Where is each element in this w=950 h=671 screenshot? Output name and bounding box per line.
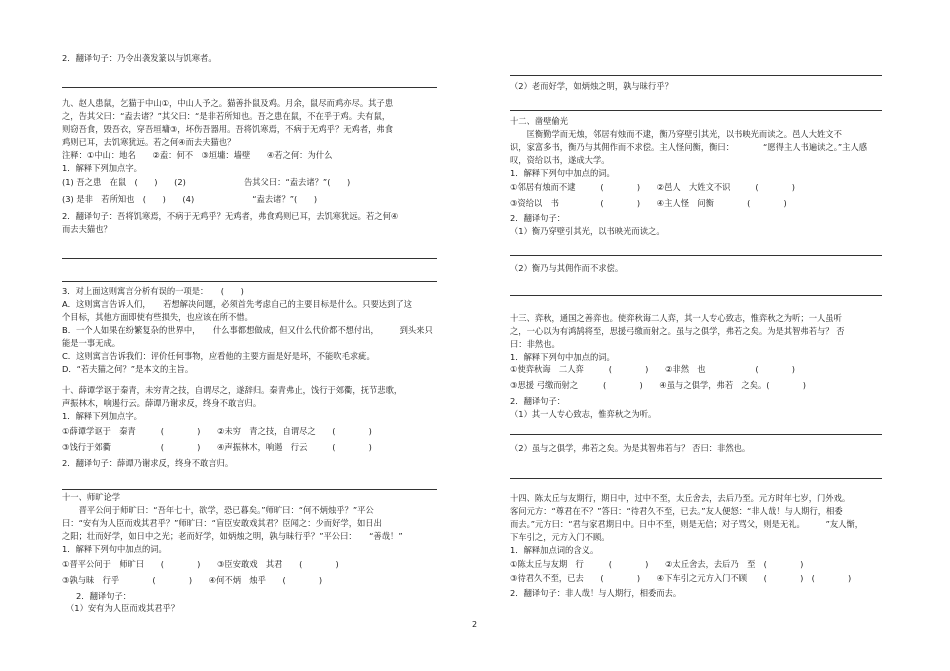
answer-line — [62, 281, 437, 282]
passage-line: 九、赵人患鼠，乞猫于中山①，中山人予之。猫善扑鼠及鸡。月余，鼠尽而鸡亦尽。其子患 — [62, 98, 394, 108]
answer-line — [510, 110, 882, 111]
option-line: 个目标，其他方面即使有些损失，也应该在所不惜。 — [62, 312, 253, 322]
answer-line — [510, 75, 882, 76]
option-line: 能是一事无成。 — [62, 338, 121, 348]
question-text: 2．翻译句子： — [510, 396, 566, 406]
passage-line: 下车引之，元方入门不顾。 — [510, 532, 610, 542]
option-line: B．一个人如果在纷繁复杂的世界中， 什么事都想做成，但又什么代价都不想付出， 到头来只 — [62, 325, 433, 335]
passage-line: 十四、陈太丘与友期行，期日中，过中不至，太丘舍去，去后乃至。元方时年七岁，门外戏。 — [510, 493, 851, 503]
answer-line — [62, 258, 437, 259]
option-line: C．这则寓言告诉我们：评价任何事物，应看他的主要方面是好是坏，不能吹毛求疵。 — [62, 351, 375, 361]
question-text: 1．解释下列句中加点的词。 — [510, 352, 615, 362]
question-text: 2．翻译句子：非人哉！与人期行，相委而去。 — [510, 588, 682, 598]
question-row: ③孰与昧 行乎 ( ) ④何不炳 烛乎 ( ) — [62, 575, 323, 585]
question-text: 1．解释加点词的含义。 — [510, 545, 599, 555]
question-row: ①晋平公问于 师旷曰 ( ) ③臣安敢戏 其君 ( ) — [62, 559, 339, 569]
question-row: ①陈太丘与友期 行 ( ) ②太丘舍去，去后乃 至 ( ) — [510, 559, 804, 569]
passage-line: 十三、弈秋，通国之善弈也。使弈秋诲二人弈，其一人专心致志，惟弈秋之为听；一人虽听 — [510, 313, 842, 323]
question-row: (3) 是非 若所知也 ( ) (4) “盍去诸？”( ) — [62, 194, 318, 204]
question-text: （1）其一人专心致志，惟弈秋之为听。 — [510, 409, 657, 419]
passage-line: 曰：非然也。 — [510, 339, 560, 349]
passage-line: 鸡则已耳，去饥寒犹远。若之何④而去夫猫也？ — [62, 137, 236, 147]
passage-line: 客问元方：“尊君在不？”答曰：“待君久不至，已去。”友人便怒：“非人哉！与人期行，相委 — [510, 506, 843, 516]
question-text: 1．解释下列句中加点的词。 — [62, 544, 167, 554]
answer-line — [510, 434, 882, 435]
question-text: （1）安有为人臣而戏其君乎？ — [66, 603, 180, 613]
question-row: ③资给以 书 ( ) ④主人怪 问衡 ( ) — [510, 198, 787, 208]
section-title: 十一、师旷论学 — [62, 492, 121, 502]
passage-line: 则窃吾食，毁吾衣，穿吾垣墉③，坏伤吾器用。吾将饥寒焉，不病于无鸡乎？无鸡者，弗食 — [62, 124, 394, 134]
passage-line: 匡衡勤学而无烛，邻居有烛而不逮，衡乃穿壁引其光，以书映光而读之。邑人大姓文不 — [510, 129, 842, 139]
question-row: ③待君久不至，已去 ( ) ④下车引之元方入门不顾 ( ) ( ) — [510, 573, 852, 583]
option-line: A．这则寓言告诉人们， 若想解决问题，必须首先考虑自己的主要目标是什么。只要达到了这 — [62, 299, 412, 309]
question-text: （2）老而好学，如炳烛之明，孰与昧行乎？ — [510, 81, 673, 91]
passage-line: 之，一心以为有鸿鹄将至，思援弓缴而射之。虽与之俱学，弗若之矣。为是其智弗若与？ 否 — [510, 326, 845, 336]
question-text: （1）衡乃穿壁引其光，以书映光而读之。 — [510, 226, 665, 236]
question-row: ①使弈秋诲 二人弈 ( ) ②非然 也 ( ) — [510, 364, 796, 374]
passage-line: 十、薛谭学讴于秦青，未穷青之技，自谓尽之，遂辞归。秦青弗止，饯行于郊衢，抚节悲歌， — [62, 385, 403, 395]
answer-line — [62, 489, 437, 490]
question-row: ③思援 弓缴而射之 ( ) ④虽与之俱学，弗若 之矣。( ) — [510, 380, 806, 390]
section-title: 十二、凿壁偷光 — [510, 116, 569, 126]
notes: 注释：①中山：地名 ②盍：何不 ③垣墉：墙壁 ④若之何：为什么 — [62, 150, 333, 160]
question-row: ①薛谭学讴于 秦青 ( ) ②未穷 青之技，自谓尽之 ( ) — [62, 426, 372, 436]
page-number: 2 — [472, 620, 478, 629]
question-text: 2．翻译句子： — [510, 213, 566, 223]
question-text: 3．对上面这则寓言分析有误的一项是： ( ) — [62, 286, 244, 296]
question-text: 1．解释下列加点字。 — [62, 163, 142, 173]
question-text: 2．翻译句子：乃令出袭发篆以与饥寒者。 — [62, 53, 217, 63]
passage-line: 而去。”元方曰：“君与家君期日中。日中不至，则是无信；对子骂父，则是无礼。 ”友人惭， — [510, 519, 864, 529]
question-row: ③饯行于郊衢 ( ) ④声振林木，响遏 行云 ( ) — [62, 442, 372, 452]
question-text: 2．翻译句子：薛谭乃谢求反，终身不敢言归。 — [62, 458, 234, 468]
question-text: （2）虽与之俱学，弗若之矣。为是其智弗若与？ 否曰：非然也。 — [510, 443, 751, 453]
question-text: 2．翻译句子： — [76, 591, 132, 601]
question-text: 而去夫猫也？ — [62, 224, 112, 234]
passage-line: 晋平公问于师旷曰：“吾年七十，欲学，恐已暮矣。”师旷曰：“何不炳烛乎？”平公 — [62, 505, 374, 515]
question-text: 1．解释下列句中加点的词。 — [510, 168, 615, 178]
passage-line: 识，家富多书，衡乃与其佣作而不求偿。主人怪问衡，衡曰： “愿得主人书遍读之。”主人感 — [510, 142, 868, 152]
question-text: 1．解释下列加点字。 — [62, 411, 142, 421]
passage-line: 曰：“安有为人臣而戏其君乎？”师旷曰：“盲臣安敢戏其君？臣闻之：少而好学，如日出 — [62, 518, 382, 528]
answer-line — [510, 295, 882, 296]
question-text: 2．翻译句子：吾将饥寒焉，不病于无鸡乎？无鸡者，弗食鸡则已耳，去饥寒犹远。若之何④ — [62, 211, 399, 221]
question-row: ①邻居有烛而不逮 ( ) ②邑人 大姓文不识 ( ) — [510, 182, 796, 192]
passage-line: 声振林木，响遏行云。薛谭乃谢求反，终身不敢言归。 — [62, 398, 262, 408]
option-line: D．“若夫猫之何？”是本文的主旨。 — [62, 364, 194, 374]
answer-line — [62, 87, 437, 88]
question-row: (1) 吾之患 在鼠 ( ) (2) 告其父曰：“盍去诸？”( ) — [62, 177, 351, 187]
question-text: （2）衡乃与其佣作而不求偿。 — [510, 263, 624, 273]
answer-line — [510, 478, 882, 479]
passage-line: 之阳；壮而好学，如日中之光；老而好学，如炳烛之明，孰与昧行乎？”平公曰： “善哉！” — [62, 531, 403, 541]
passage-line: 之，告其父曰：“盍去诸？”其父曰：“是非若所知也。吾之患在鼠，不在乎于鸡。夫有鼠， — [62, 111, 391, 121]
answer-line — [510, 255, 882, 256]
passage-line: 叹，资给以书，遂成大学。 — [510, 155, 610, 165]
